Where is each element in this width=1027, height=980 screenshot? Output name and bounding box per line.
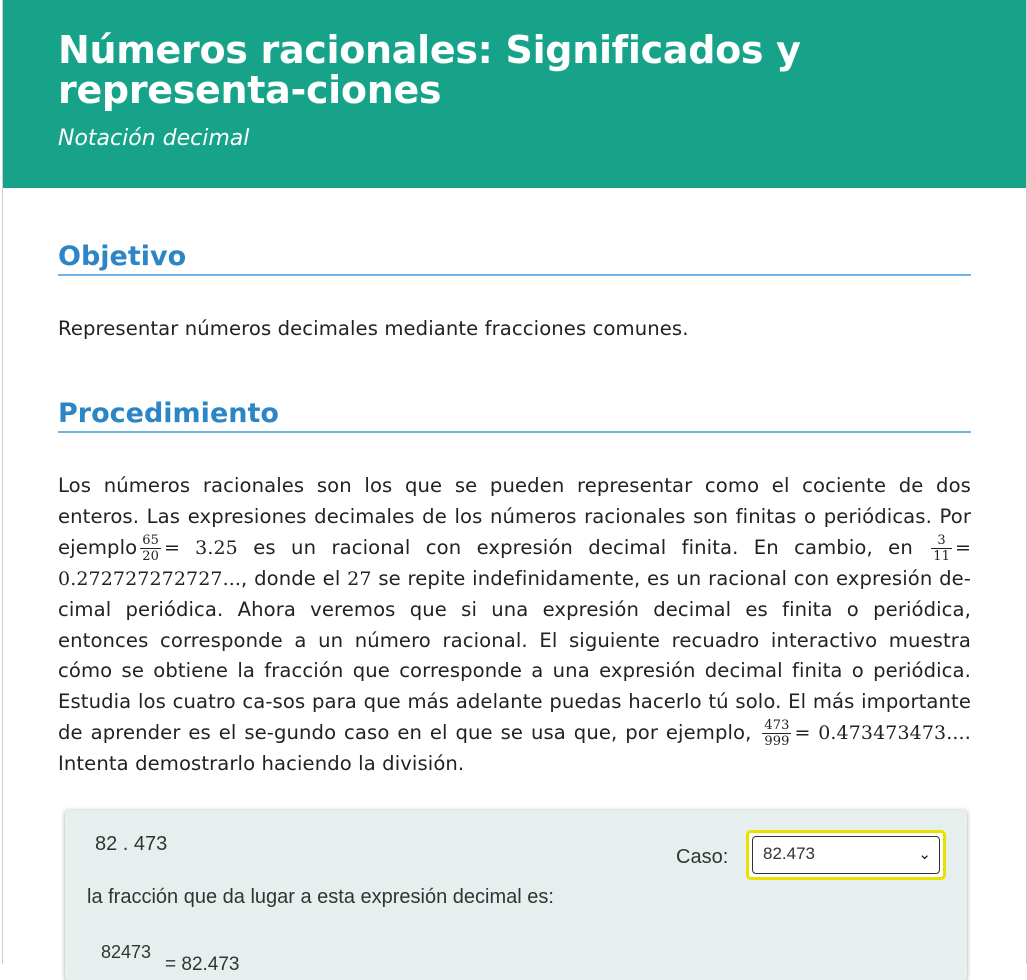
result-equation: = 82.473 [165,954,240,975]
math-eq-3: = 0.473473473... [794,722,965,745]
procedimiento-heading: Procedimiento [58,397,971,433]
decimal-number: 82 . 473 [95,833,168,855]
proc-text-1: Los números racionales son los que se pueden representar como el cociente de dos enteros. Las expresiones decimales de los números racionales son finitas o periódicas. Por ejemplo [58,473,971,559]
fraction-numerator: 473 [764,718,790,734]
result-fraction [101,942,151,963]
fraction-denominator: 11 [933,548,950,564]
page [2,0,1027,975]
caso-label: Caso: [676,846,729,868]
result-numerator: 82473 [101,942,152,962]
proc-text-3: , donde el [241,566,341,590]
math-eq-2: = 0.272727272727... [58,536,971,590]
fraction-numerator: 65 [142,532,159,548]
proc-text-5: . Intenta demostrarlo haciendo la división. [58,721,971,776]
caso-select[interactable] [752,836,940,874]
fraction-3-11 [931,533,952,564]
math-eq-1: = 3.25 [163,536,238,559]
caso-select-value: 82.473 [763,844,815,863]
math-27: 27 [347,567,372,590]
fraction-65-20 [140,533,161,564]
page-title: Números racionales: Significados y representa-ciones [58,28,801,112]
fraction-473-999 [762,718,791,749]
caso-select-highlight [746,830,946,880]
objetivo-text: Representar números decimales mediante fracciones comunes. [58,317,689,340]
proc-text-4: se repite indefinidamente, es un racional con expresión de-cimal periódica. Ahora veremos que si una expresión decimal es finita o periódica, entonces corresponde a un número racional. El siguiente recuadro interactivo muestra cómo se obtiene la fracción que corresponde a una expresión decimal finita o periódica. Estudia los cuatro ca-sos para que más adelante puedas hacerlo tú solo. El más importante de aprender es el se-gundo caso en el que se usa que, por ejemplo, [58,566,971,745]
proc-text-2: es un racional con expresión decimal finita. En cambio, en [253,535,913,559]
procedimiento-text [58,471,971,780]
widget-description: la fracción que da lugar a esta expresión decimal es: [87,886,554,908]
page-subtitle: Notación decimal [58,126,250,151]
main-content [3,240,1026,780]
interactive-widget [65,810,967,980]
fraction-denominator: 20 [142,548,159,564]
objetivo-heading: Objetivo [58,240,971,276]
fraction-denominator: 999 [764,734,790,750]
fraction-numerator: 3 [931,533,952,549]
header-banner [3,0,1026,188]
chevron-down-icon: ⌄ [918,846,931,863]
